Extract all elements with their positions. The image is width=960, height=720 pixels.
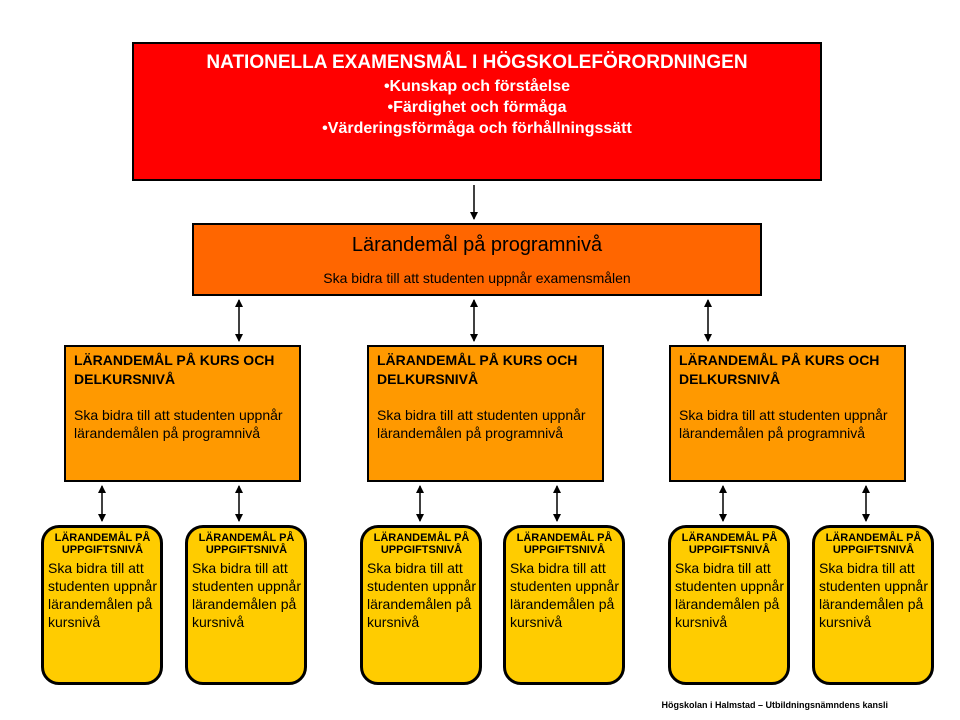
task-goals-body: Ska bidra till att studenten uppnår lärandemålen på kursnivå — [675, 560, 784, 630]
national-goals-title: NATIONELLA EXAMENSMÅL I HÖGSKOLEFÖRORDNINGEN — [206, 52, 748, 73]
task-goals-box — [185, 525, 307, 685]
course-goals-body: Ska bidra till att studenten uppnår lärandemålen på programnivå — [377, 407, 586, 441]
program-goals-title: Lärandemål på programnivå — [351, 234, 603, 256]
course-goals-box — [367, 345, 604, 482]
course-goals-title: LÄRANDEMÅL PÅ KURS OCH DELKURSNIVÅ — [74, 352, 275, 387]
course-goals-title: LÄRANDEMÅL PÅ KURS OCH DELKURSNIVÅ — [377, 352, 578, 387]
national-goals-bullet: •Kunskap och förståelse — [383, 78, 571, 95]
task-goals-box — [812, 525, 934, 685]
course-goals-body: Ska bidra till att studenten uppnår lärandemålen på programnivå — [679, 407, 888, 441]
task-goals-body: Ska bidra till att studenten uppnår lärandemålen på kursnivå — [48, 560, 157, 630]
course-goals-title: LÄRANDEMÅL PÅ KURS OCH DELKURSNIVÅ — [679, 352, 880, 387]
task-goals-box — [668, 525, 790, 685]
program-goals-box — [192, 223, 762, 296]
course-goals-box — [669, 345, 906, 482]
national-goals-bullet: •Värderingsförmåga och förhållningssätt — [322, 120, 632, 137]
task-goals-title: LÄRANDEMÅL PÅ UPPGIFTSNIVÅ — [373, 532, 470, 556]
task-goals-box — [503, 525, 625, 685]
national-goals-bullet: •Färdighet och förmåga — [387, 99, 567, 116]
program-goals-subtitle: Ska bidra till att studenten uppnår examensmålen — [323, 270, 631, 286]
task-goals-body: Ska bidra till att studenten uppnår lärandemålen på kursnivå — [367, 560, 476, 630]
task-goals-title: LÄRANDEMÅL PÅ UPPGIFTSNIVÅ — [681, 532, 778, 556]
task-goals-title: LÄRANDEMÅL PÅ UPPGIFTSNIVÅ — [825, 532, 922, 556]
task-goals-box — [360, 525, 482, 685]
task-goals-body: Ska bidra till att studenten uppnår lärandemålen på kursnivå — [192, 560, 301, 630]
task-goals-body: Ska bidra till att studenten uppnår lärandemålen på kursnivå — [819, 560, 928, 630]
national-goals-box — [132, 42, 822, 181]
course-goals-box — [64, 345, 301, 482]
task-goals-title: LÄRANDEMÅL PÅ UPPGIFTSNIVÅ — [198, 532, 295, 556]
task-goals-title: LÄRANDEMÅL PÅ UPPGIFTSNIVÅ — [54, 532, 151, 556]
footer-credit: Högskolan i Halmstad – Utbildningsnämndens kansli — [661, 700, 888, 710]
task-goals-title: LÄRANDEMÅL PÅ UPPGIFTSNIVÅ — [516, 532, 613, 556]
task-goals-box — [41, 525, 163, 685]
task-goals-body: Ska bidra till att studenten uppnår lärandemålen på kursnivå — [510, 560, 619, 630]
course-goals-body: Ska bidra till att studenten uppnår lärandemålen på programnivå — [74, 407, 283, 441]
